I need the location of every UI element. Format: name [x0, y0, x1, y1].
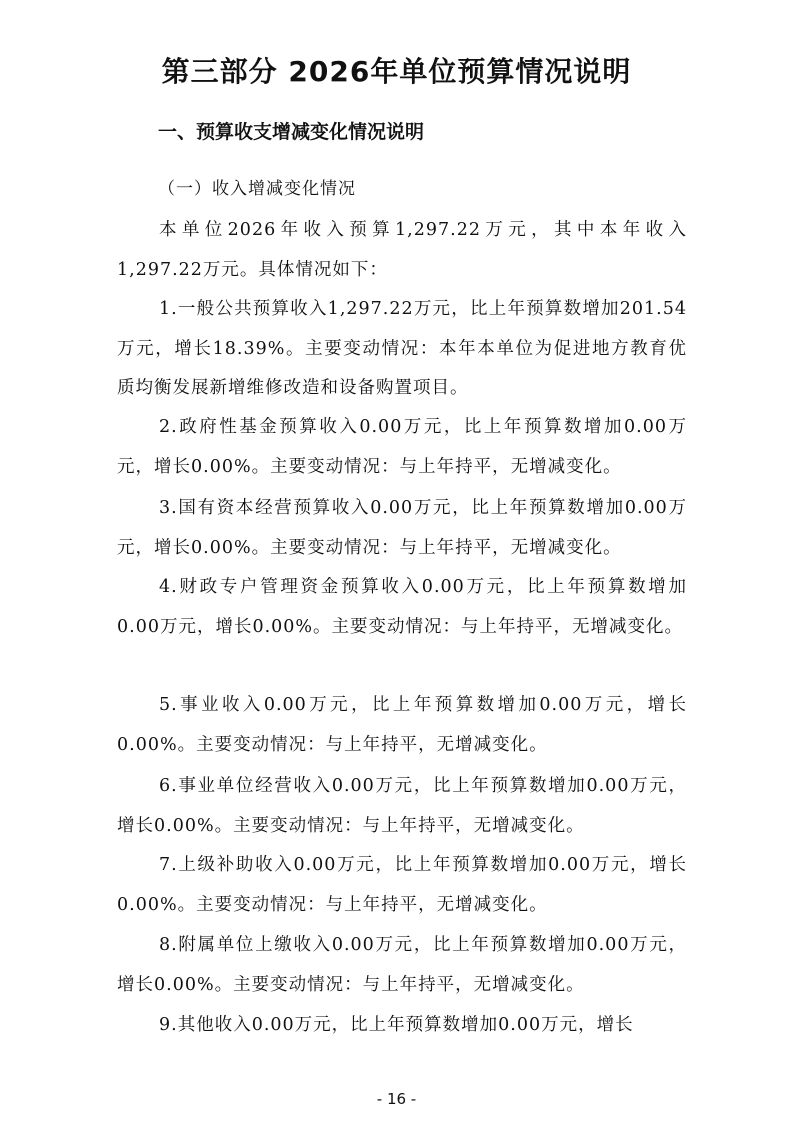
- page-title: 第三部分 2026年单位预算情况说明: [161, 55, 632, 88]
- subsection-heading: （一）收入增减变化情况: [158, 179, 356, 199]
- paragraph-item-2: 2.政府性基金预算收入0.00万元，比上年预算数增加0.00万元，增长0.00%。主要变动情况：与上年持平，无增减变化。: [117, 417, 687, 477]
- paragraph-intro: 本单位2026年收入预算1,297.22万元，其中本年收入1,297.22万元。具体情况如下：: [117, 220, 687, 280]
- paragraph-item-4: 4.财政专户管理资金预算收入0.00万元，比上年预算数增加0.00万元，增长0.00%。主要变动情况：与上年持平，无增减变化。: [117, 577, 687, 637]
- paragraph-item-8: 8.附属单位上缴收入0.00万元，比上年预算数增加0.00万元，增长0.00%。主要变动情况：与上年持平，无增减变化。: [117, 935, 687, 995]
- section-heading: 一、预算收支增减变化情况说明: [158, 121, 425, 143]
- paragraph-item-7: 7.上级补助收入0.00万元，比上年预算数增加0.00万元，增长0.00%。主要变动情况：与上年持平，无增减变化。: [117, 855, 687, 915]
- page-number: - 16 -: [376, 1090, 417, 1108]
- paragraph-item-9: 9.其他收入0.00万元，比上年预算数增加0.00万元，增长: [159, 1015, 634, 1035]
- paragraph-item-5: 5.事业收入0.00万元，比上年预算数增加0.00万元，增长0.00%。主要变动情况：与上年持平，无增减变化。: [117, 695, 687, 755]
- paragraph-item-3: 3.国有资本经营预算收入0.00万元，比上年预算数增加0.00万元，增长0.00%。主要变动情况：与上年持平，无增减变化。: [117, 498, 687, 558]
- paragraph-item-1: 1.一般公共预算收入1,297.22万元，比上年预算数增加201.54万元，增长18.39%。主要变动情况：本年本单位为促进地方教育优质均衡发展新增维修改造和设备购置项目。: [117, 299, 687, 398]
- paragraph-item-6: 6.事业单位经营收入0.00万元，比上年预算数增加0.00万元，增长0.00%。主要变动情况：与上年持平，无增减变化。: [117, 776, 687, 836]
